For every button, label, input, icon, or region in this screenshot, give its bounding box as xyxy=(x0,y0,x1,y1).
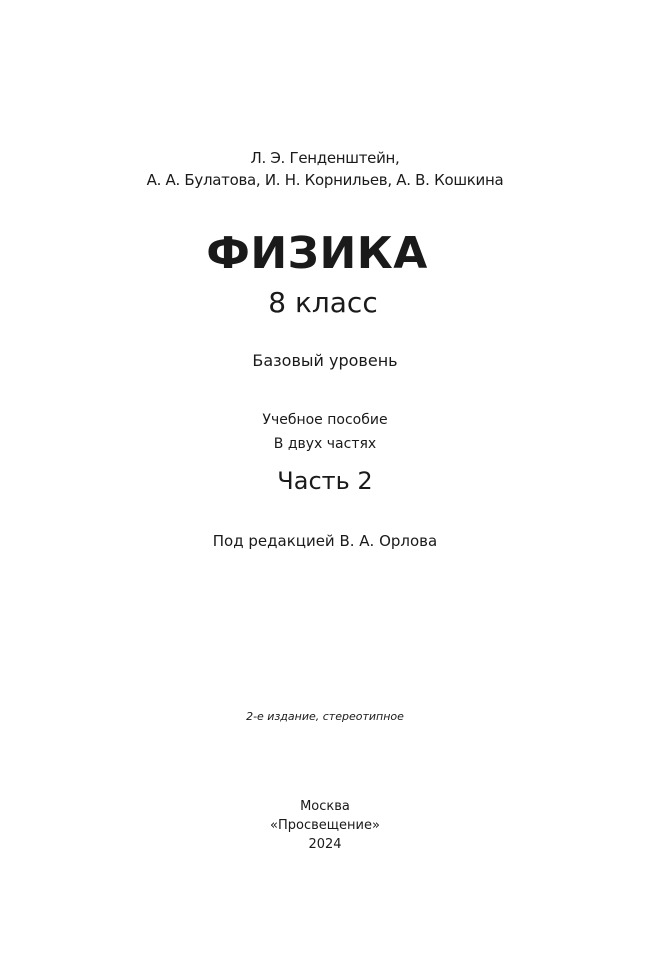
part-label: Часть 2 xyxy=(277,467,373,495)
book-type-line-1: Учебное пособие xyxy=(262,412,388,428)
level-label: Базовый уровень xyxy=(252,351,398,370)
book-title: ФИЗИКА xyxy=(206,228,428,279)
authors-line-2: А. А. Булатова, И. Н. Корнильев, А. В. Кошкина xyxy=(146,171,504,189)
book-type-line-2: В двух частях xyxy=(273,436,377,452)
editor-credit: Под редакцией В. А. Орлова xyxy=(212,532,438,550)
authors-line-1: Л. Э. Генденштейн, xyxy=(250,149,400,167)
edition-note: 2-е издание, стереотипное xyxy=(246,710,404,723)
grade-label: 8 класс xyxy=(268,286,378,319)
imprint-year: 2024 xyxy=(308,837,342,852)
imprint-publisher: «Просвещение» xyxy=(270,818,380,833)
imprint-city: Москва xyxy=(300,799,350,814)
